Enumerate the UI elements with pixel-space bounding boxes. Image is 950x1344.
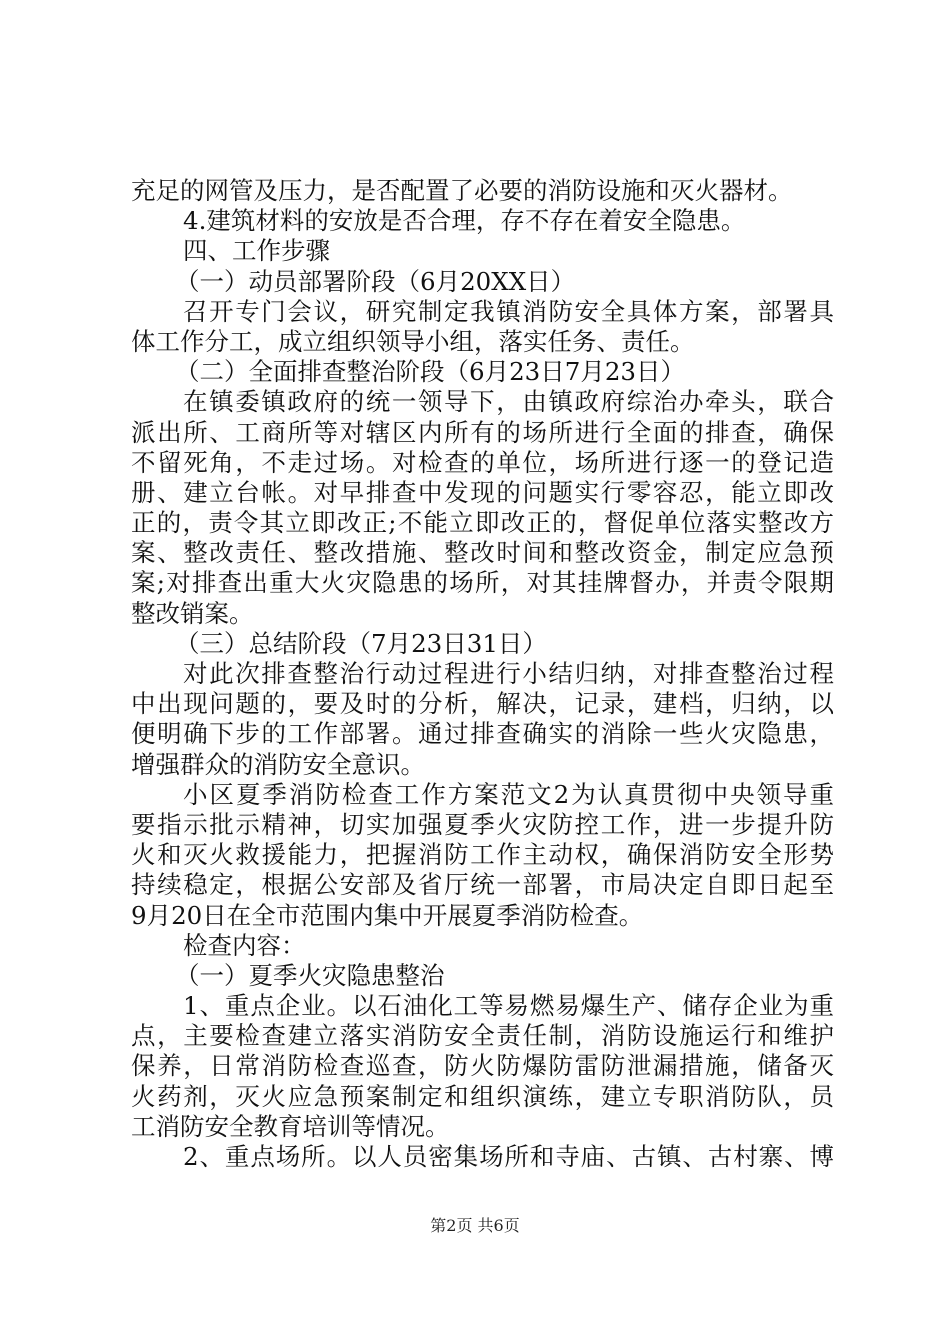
text-line: 持续稳定，根据公安部及省厅统一部署，市局决定自即日起至 [131, 870, 834, 900]
text-line: 充足的网管及压力，是否配置了必要的消防设施和灭火器材。 [131, 176, 793, 205]
text-line: 保养，日常消防检查巡查，防火防爆防雷防泄漏措施，储备灭 [131, 1051, 834, 1081]
text-line: 案、整改责任、整改措施、整改时间和整改资金，制定应急预 [131, 538, 834, 568]
text-line: 工消防安全教育培训等情况。 [131, 1111, 450, 1141]
text-line: 火和灭火救援能力，把握消防工作主动权，确保消防安全形势 [131, 840, 834, 870]
text-line: 小区夏季消防检查工作方案范文2为认真贯彻中央领导重 [183, 779, 834, 809]
text-line: （一）动员部署阶段（6月20XX日） [175, 266, 576, 296]
text-line: 在镇委镇政府的统一领导下，由镇政府综治办牵头，联合 [183, 387, 834, 417]
text-line: 册、建立台帐。对早排查中发现的问题实行零容忍，能立即改 [131, 477, 834, 507]
text-line: 4.建筑材料的安放是否合理，存不存在着安全隐患。 [183, 206, 746, 236]
text-line: （一）夏季火灾隐患整治 [175, 960, 445, 990]
text-line: 体工作分工，成立组织领导小组，落实任务、责任。 [131, 326, 695, 356]
page-footer [0, 1213, 950, 1236]
text-line: 点，主要检查建立落实消防安全责任制，消防设施运行和维护 [131, 1021, 834, 1051]
text-line: 2、重点场所。以人员密集场所和寺庙、古镇、古村寨、博 [183, 1142, 834, 1171]
text-line: 1、重点企业。以石油化工等易燃易爆生产、储存企业为重 [183, 991, 834, 1021]
text-line: 火药剂，灭火应急预案制定和组织演练，建立专职消防队，员 [131, 1081, 834, 1111]
text-line: 中出现问题的，要及时的分析，解决，记录，建档，归纳，以 [131, 689, 834, 719]
text-line: （二）全面排查整治阶段（6月23日7月23日） [175, 357, 686, 387]
text-line: 要指示批示精神，切实加强夏季火灾防控工作，进一步提升防 [131, 809, 834, 839]
text-line: 四、工作步骤 [183, 236, 330, 266]
text-line: 正的，责令其立即改正;不能立即改正的，督促单位落实整改方 [131, 508, 834, 538]
text-line: 对此次排查整治行动过程进行小结归纳，对排查整治过程 [183, 659, 834, 688]
page-number-label: 第2页 共6页 [430, 1216, 520, 1235]
text-line: 9月20日在全市范围内集中开展夏季消防检查。 [131, 900, 644, 930]
text-line: 案;对排查出重大火灾隐患的场所，对其挂牌督办，并责令限期 [131, 568, 834, 598]
text-line: 派出所、工商所等对辖区内所有的场所进行全面的排查，确保 [131, 417, 834, 447]
text-line: 增强群众的消防安全意识。 [131, 749, 425, 779]
document-body [131, 176, 834, 1172]
text-line: 不留死角，不走过场。对检查的单位，场所进行逐一的登记造 [131, 447, 834, 477]
text-line: （三）总结阶段（7月23日31日） [175, 628, 547, 658]
text-line: 召开专门会议，研究制定我镇消防安全具体方案，部署具 [183, 296, 834, 326]
text-line: 检查内容： [183, 930, 306, 960]
text-line: 整改销案。 [131, 598, 254, 628]
text-line: 便明确下步的工作部署。通过排查确实的消除一些火灾隐患， [131, 719, 834, 749]
